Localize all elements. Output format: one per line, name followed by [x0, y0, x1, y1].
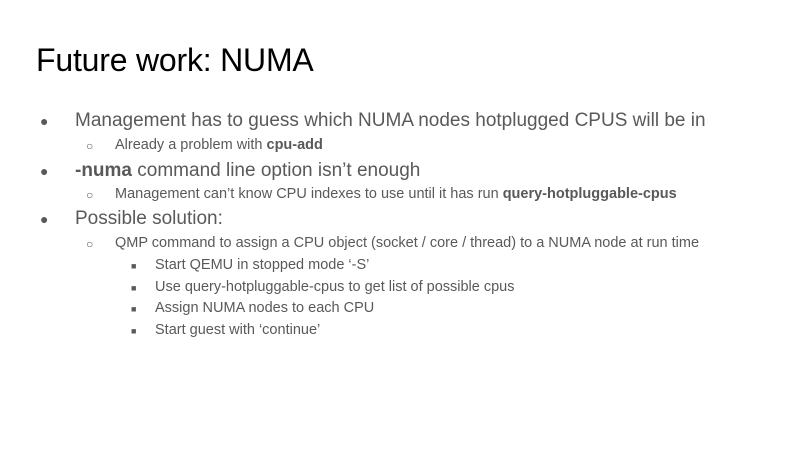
list-item: [75, 161, 420, 180]
list-item-text: Management can’t know CPU indexes to use until it has run: [115, 186, 503, 202]
list-item-bold: -numa: [75, 160, 132, 181]
bullet-circle: ○: [86, 237, 94, 251]
slide-title: Future work: NUMA: [36, 42, 314, 78]
list-item: [155, 301, 374, 316]
list-item-text: QMP command to assign a CPU object (socket / core / thread) to a NUMA node at run time: [115, 235, 700, 251]
list-item: [115, 187, 677, 202]
bullet-square: ■: [131, 326, 137, 336]
list-item: [115, 138, 323, 153]
bullet-square: ■: [131, 283, 137, 293]
list-item-text: Possible solution:: [75, 208, 223, 229]
list-item-text: Start QEMU in stopped mode ‘-S’: [155, 257, 370, 273]
bullet-dot: ●: [40, 163, 49, 179]
list-item-bold: query-hotpluggable-cpus: [502, 186, 677, 202]
list-item: [115, 236, 699, 251]
list-item: [75, 209, 223, 228]
list-item-text: Use query-hotpluggable-cpus to get list of possible cpus: [155, 279, 515, 295]
list-item: [155, 280, 514, 295]
list-item-text: Already a problem with: [115, 137, 267, 153]
bullet-square: ■: [131, 304, 137, 314]
list-item: [75, 111, 706, 130]
bullet-circle: ○: [86, 139, 94, 153]
list-item-bold: cpu-add: [266, 137, 323, 153]
bullet-dot: ●: [40, 113, 49, 129]
bullet-circle: ○: [86, 188, 94, 202]
list-item: [155, 323, 320, 338]
list-item-text: command line option isn’t enough: [132, 160, 421, 181]
list-item: [155, 258, 369, 273]
bullet-dot: ●: [40, 211, 49, 227]
bullet-square: ■: [131, 261, 137, 271]
list-item-text: Start guest with ‘continue’: [155, 322, 321, 338]
list-item-text: Assign NUMA nodes to each CPU: [155, 300, 375, 316]
list-item-text: Management has to guess which NUMA nodes hotplugged CPUS will be in: [75, 110, 706, 131]
